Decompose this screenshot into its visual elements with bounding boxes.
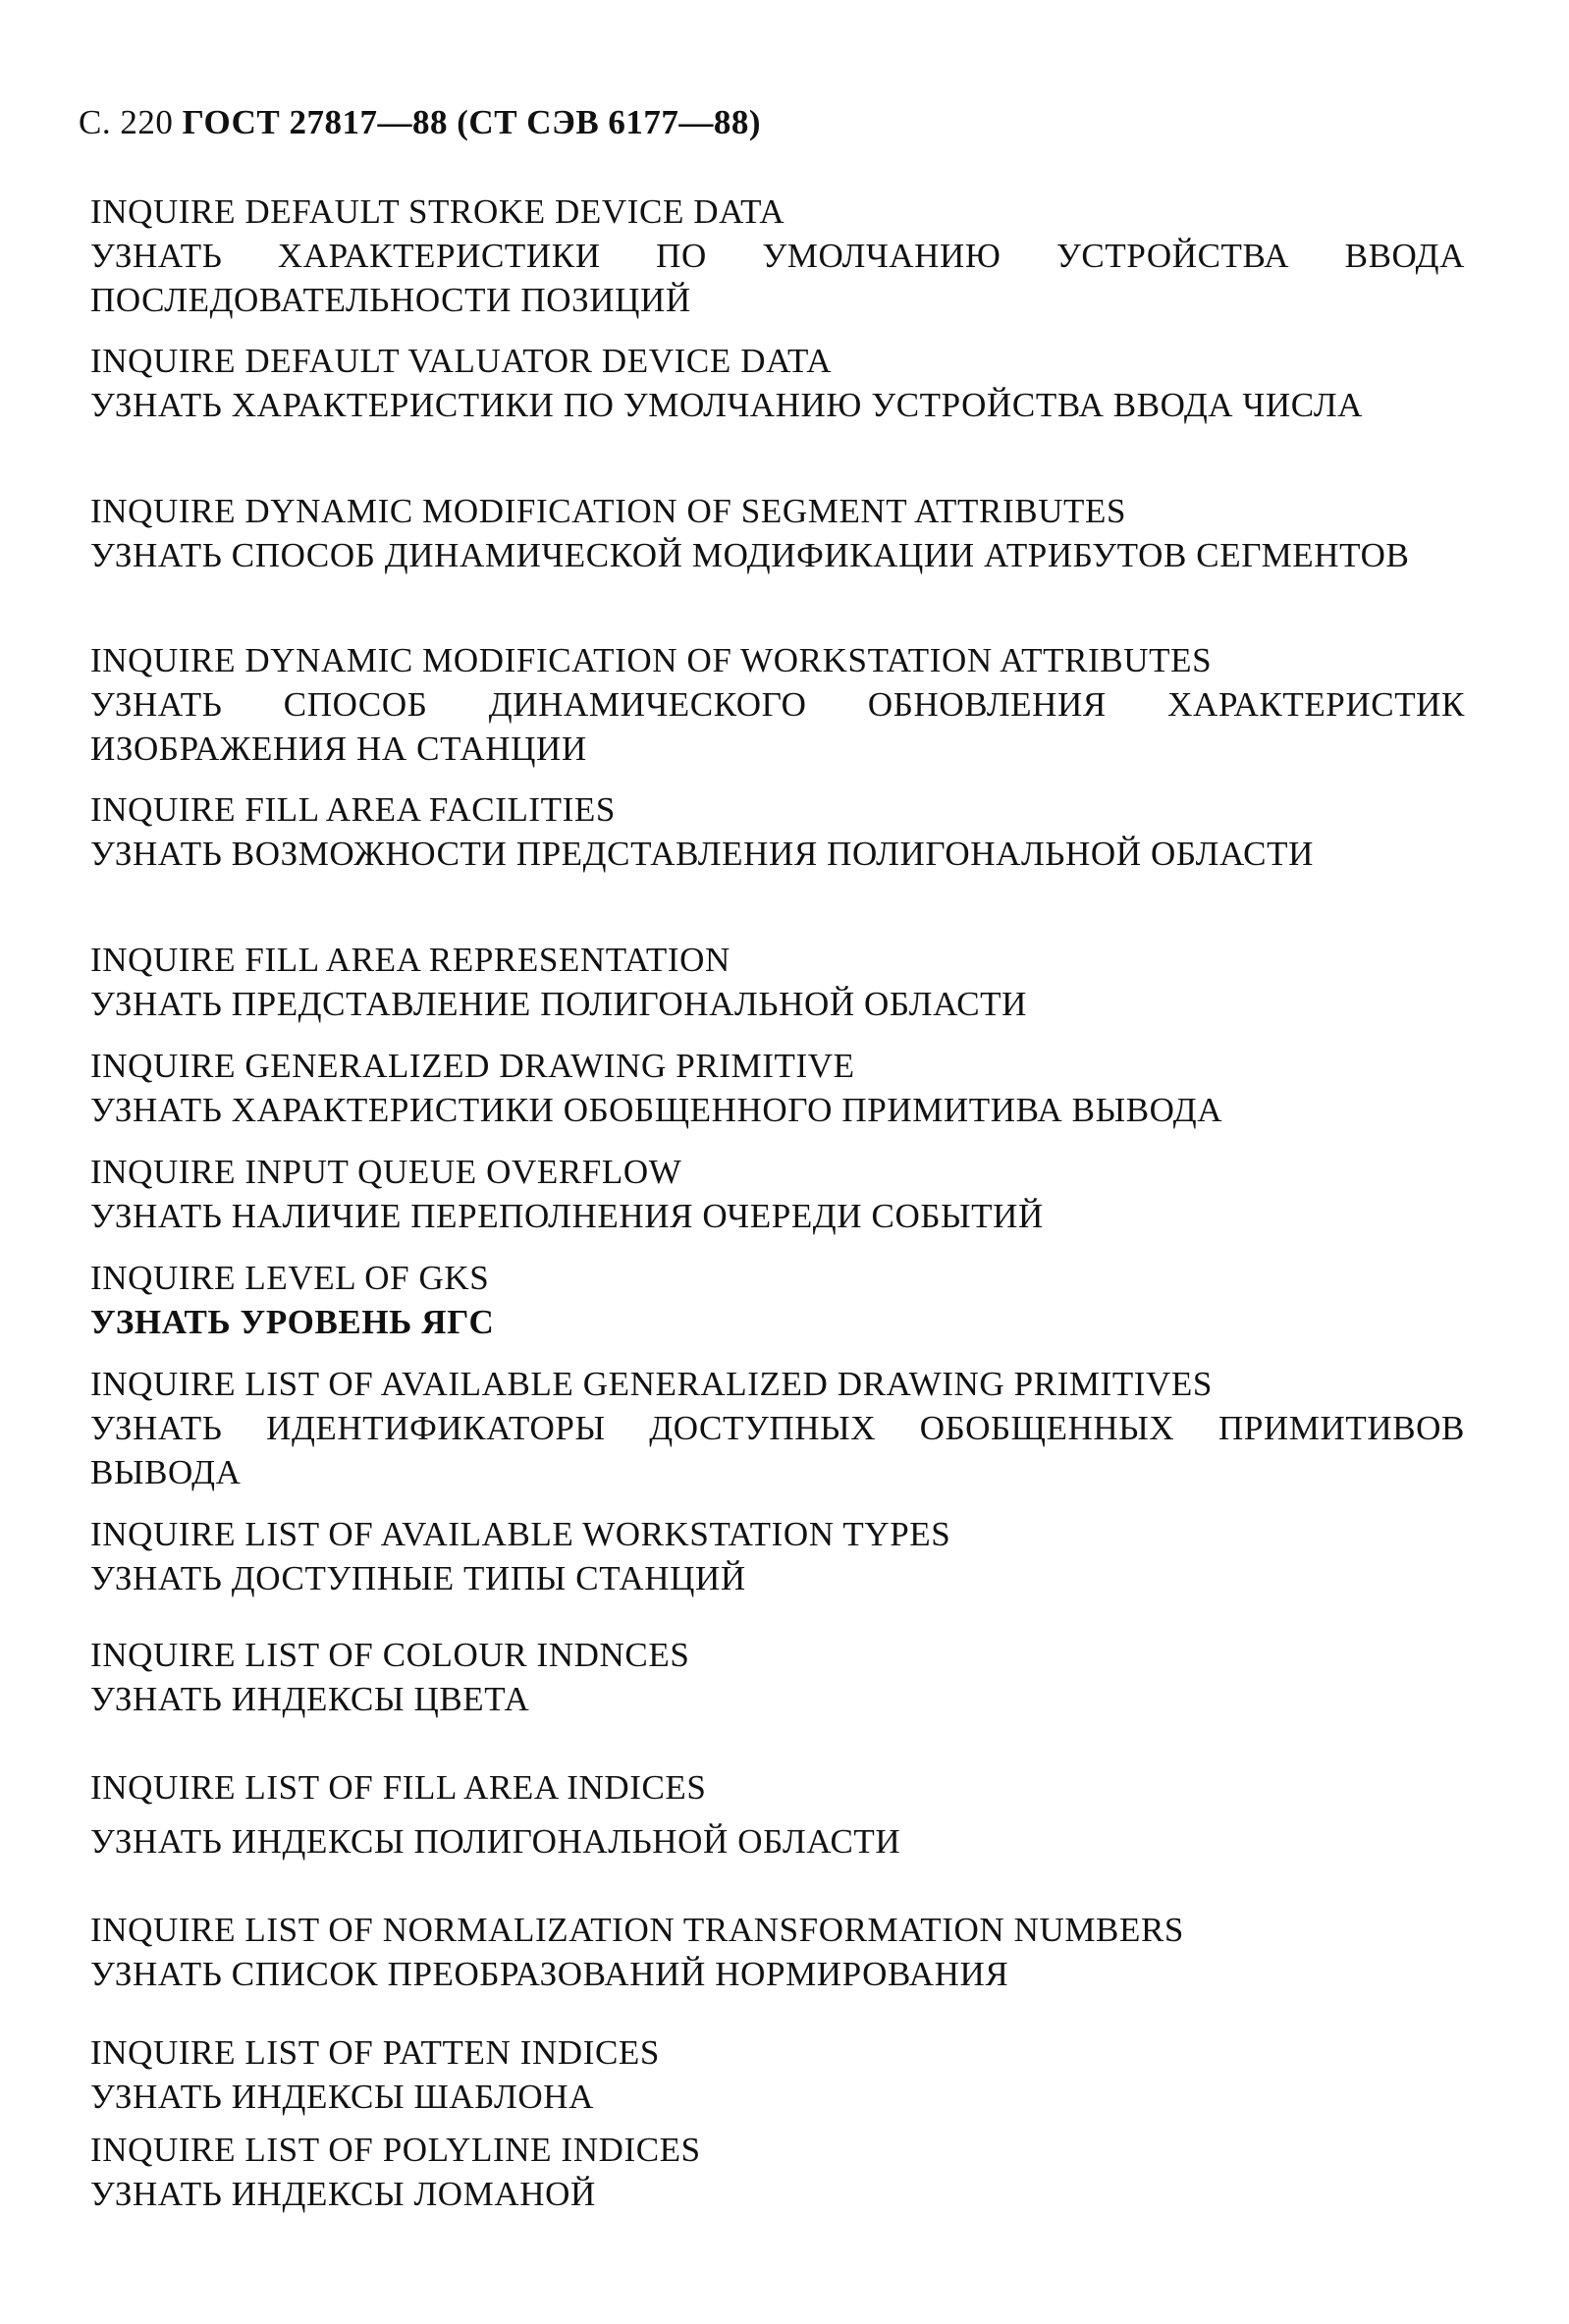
glossary-entry xyxy=(90,1512,1465,1600)
glossary-entry xyxy=(90,2128,1465,2216)
entry-term-ru: УЗНАТЬ ВОЗМОЖНОСТИ ПРЕДСТАВЛЕНИЯ ПОЛИГОНАЛЬНОЙ ОБЛАСТИ xyxy=(90,835,1314,873)
entry-term-en: INQUIRE LIST OF FILL AREA INDICES xyxy=(90,1768,707,1807)
entry-term-ru: УЗНАТЬ НАЛИЧИЕ ПЕРЕПОЛНЕНИЯ ОЧЕРЕДИ СОБЫТИЙ xyxy=(90,1197,1044,1235)
entry-term-ru: УЗНАТЬ ХАРАКТЕРИСТИКИ ОБОБЩЕННОГО ПРИМИТИВА ВЫВОДА xyxy=(90,1091,1223,1129)
glossary-entry xyxy=(90,339,1465,427)
glossary-entry xyxy=(90,1908,1465,1996)
entry-term-ru: УЗНАТЬ ХАРАКТЕРИСТИКИ ПО УМОЛЧАНИЮ УСТРОЙСТВА ВВОДА ЧИСЛА xyxy=(90,386,1364,424)
entry-term-en: INQUIRE DYNAMIC MODIFICATION OF WORKSTATION ATTRIBUTES xyxy=(90,641,1213,679)
entry-term-ru: УЗНАТЬ ИДЕНТИФИКАТОРЫ ДОСТУПНЫХ ОБОБЩЕННЫХ ПРИМИТИВОВ ВЫВОДА xyxy=(90,1409,1465,1491)
glossary-entry xyxy=(90,1256,1465,1344)
entry-term-en: INQUIRE INPUT QUEUE OVERFLOW xyxy=(90,1153,682,1191)
entry-term-ru: УЗНАТЬ ИНДЕКСЫ ЛОМАНОЙ xyxy=(90,2175,596,2213)
glossary-entry xyxy=(90,1633,1465,1721)
entry-term-ru: УЗНАТЬ СПОСОБ ДИНАМИЧЕСКОГО ОБНОВЛЕНИЯ ХАРАКТЕРИСТИК ИЗОБРАЖЕНИЯ НА СТАНЦИИ xyxy=(90,685,1465,768)
entry-term-en: INQUIRE LIST OF PATTEN INDICES xyxy=(90,2033,660,2072)
entry-term-en: INQUIRE FILL AREA REPRESENTATION xyxy=(90,941,730,979)
glossary-entry xyxy=(90,638,1465,771)
entry-term-ru: УЗНАТЬ ИНДЕКСЫ ПОЛИГОНАЛЬНОЙ ОБЛАСТИ xyxy=(90,1822,901,1861)
entry-term-en: INQUIRE FILL AREA FACILITIES xyxy=(90,790,616,829)
entry-term-en: INQUIRE DEFAULT STROKE DEVICE DATA xyxy=(90,192,785,231)
standard-designation: ГОСТ 27817—88 (СТ СЭВ 6177—88) xyxy=(182,103,762,141)
entry-term-ru: УЗНАТЬ ИНДЕКСЫ ЦВЕТА xyxy=(90,1680,530,1718)
entry-term-en: INQUIRE LIST OF AVAILABLE WORKSTATION TYPES xyxy=(90,1515,951,1553)
entry-term-en: INQUIRE LIST OF NORMALIZATION TRANSFORMATION NUMBERS xyxy=(90,1911,1184,1949)
glossary-entry xyxy=(90,938,1465,1026)
entry-term-ru: УЗНАТЬ УРОВЕНЬ ЯГС xyxy=(90,1303,495,1341)
entry-term-ru: УЗНАТЬ СПОСОБ ДИНАМИЧЕСКОЙ МОДИФИКАЦИИ АТРИБУТОВ СЕГМЕНТОВ xyxy=(90,536,1410,574)
glossary-entry xyxy=(90,787,1465,876)
entry-term-ru: УЗНАТЬ ПРЕДСТАВЛЕНИЕ ПОЛИГОНАЛЬНОЙ ОБЛАСТИ xyxy=(90,985,1028,1023)
entry-term-en: INQUIRE DYNAMIC MODIFICATION OF SEGMENT ATTRIBUTES xyxy=(90,492,1127,530)
glossary-entry xyxy=(90,2030,1465,2119)
glossary-entry xyxy=(90,1362,1465,1494)
entry-term-en: INQUIRE LIST OF COLOUR INDNCES xyxy=(90,1636,690,1674)
entry-term-en: INQUIRE LEVEL OF GKS xyxy=(90,1259,490,1297)
glossary-entry xyxy=(90,1765,1465,1864)
entry-term-ru: УЗНАТЬ ДОСТУПНЫЕ ТИПЫ СТАНЦИЙ xyxy=(90,1559,746,1597)
page-header xyxy=(79,101,761,144)
entry-term-ru: УЗНАТЬ СПИСОК ПРЕОБРАЗОВАНИЙ НОРМИРОВАНИЯ xyxy=(90,1955,1009,1993)
entry-term-en: INQUIRE LIST OF POLYLINE INDICES xyxy=(90,2131,701,2169)
entry-term-ru: УЗНАТЬ ХАРАКТЕРИСТИКИ ПО УМОЛЧАНИЮ УСТРОЙСТВА ВВОДА ПОСЛЕДОВАТЕЛЬНОСТИ ПОЗИЦИЙ xyxy=(90,237,1465,319)
glossary-entry xyxy=(90,1150,1465,1238)
glossary-entry xyxy=(90,489,1465,577)
entry-term-en: INQUIRE DEFAULT VALUATOR DEVICE DATA xyxy=(90,342,833,380)
entry-term-en: INQUIRE LIST OF AVAILABLE GENERALIZED DRAWING PRIMITIVES xyxy=(90,1365,1213,1403)
entry-term-en: INQUIRE GENERALIZED DRAWING PRIMITIVE xyxy=(90,1047,855,1085)
glossary-entry xyxy=(90,189,1465,322)
page-number: С. 220 xyxy=(79,103,174,141)
glossary-entry xyxy=(90,1044,1465,1132)
entry-term-ru: УЗНАТЬ ИНДЕКСЫ ШАБЛОНА xyxy=(90,2078,595,2116)
